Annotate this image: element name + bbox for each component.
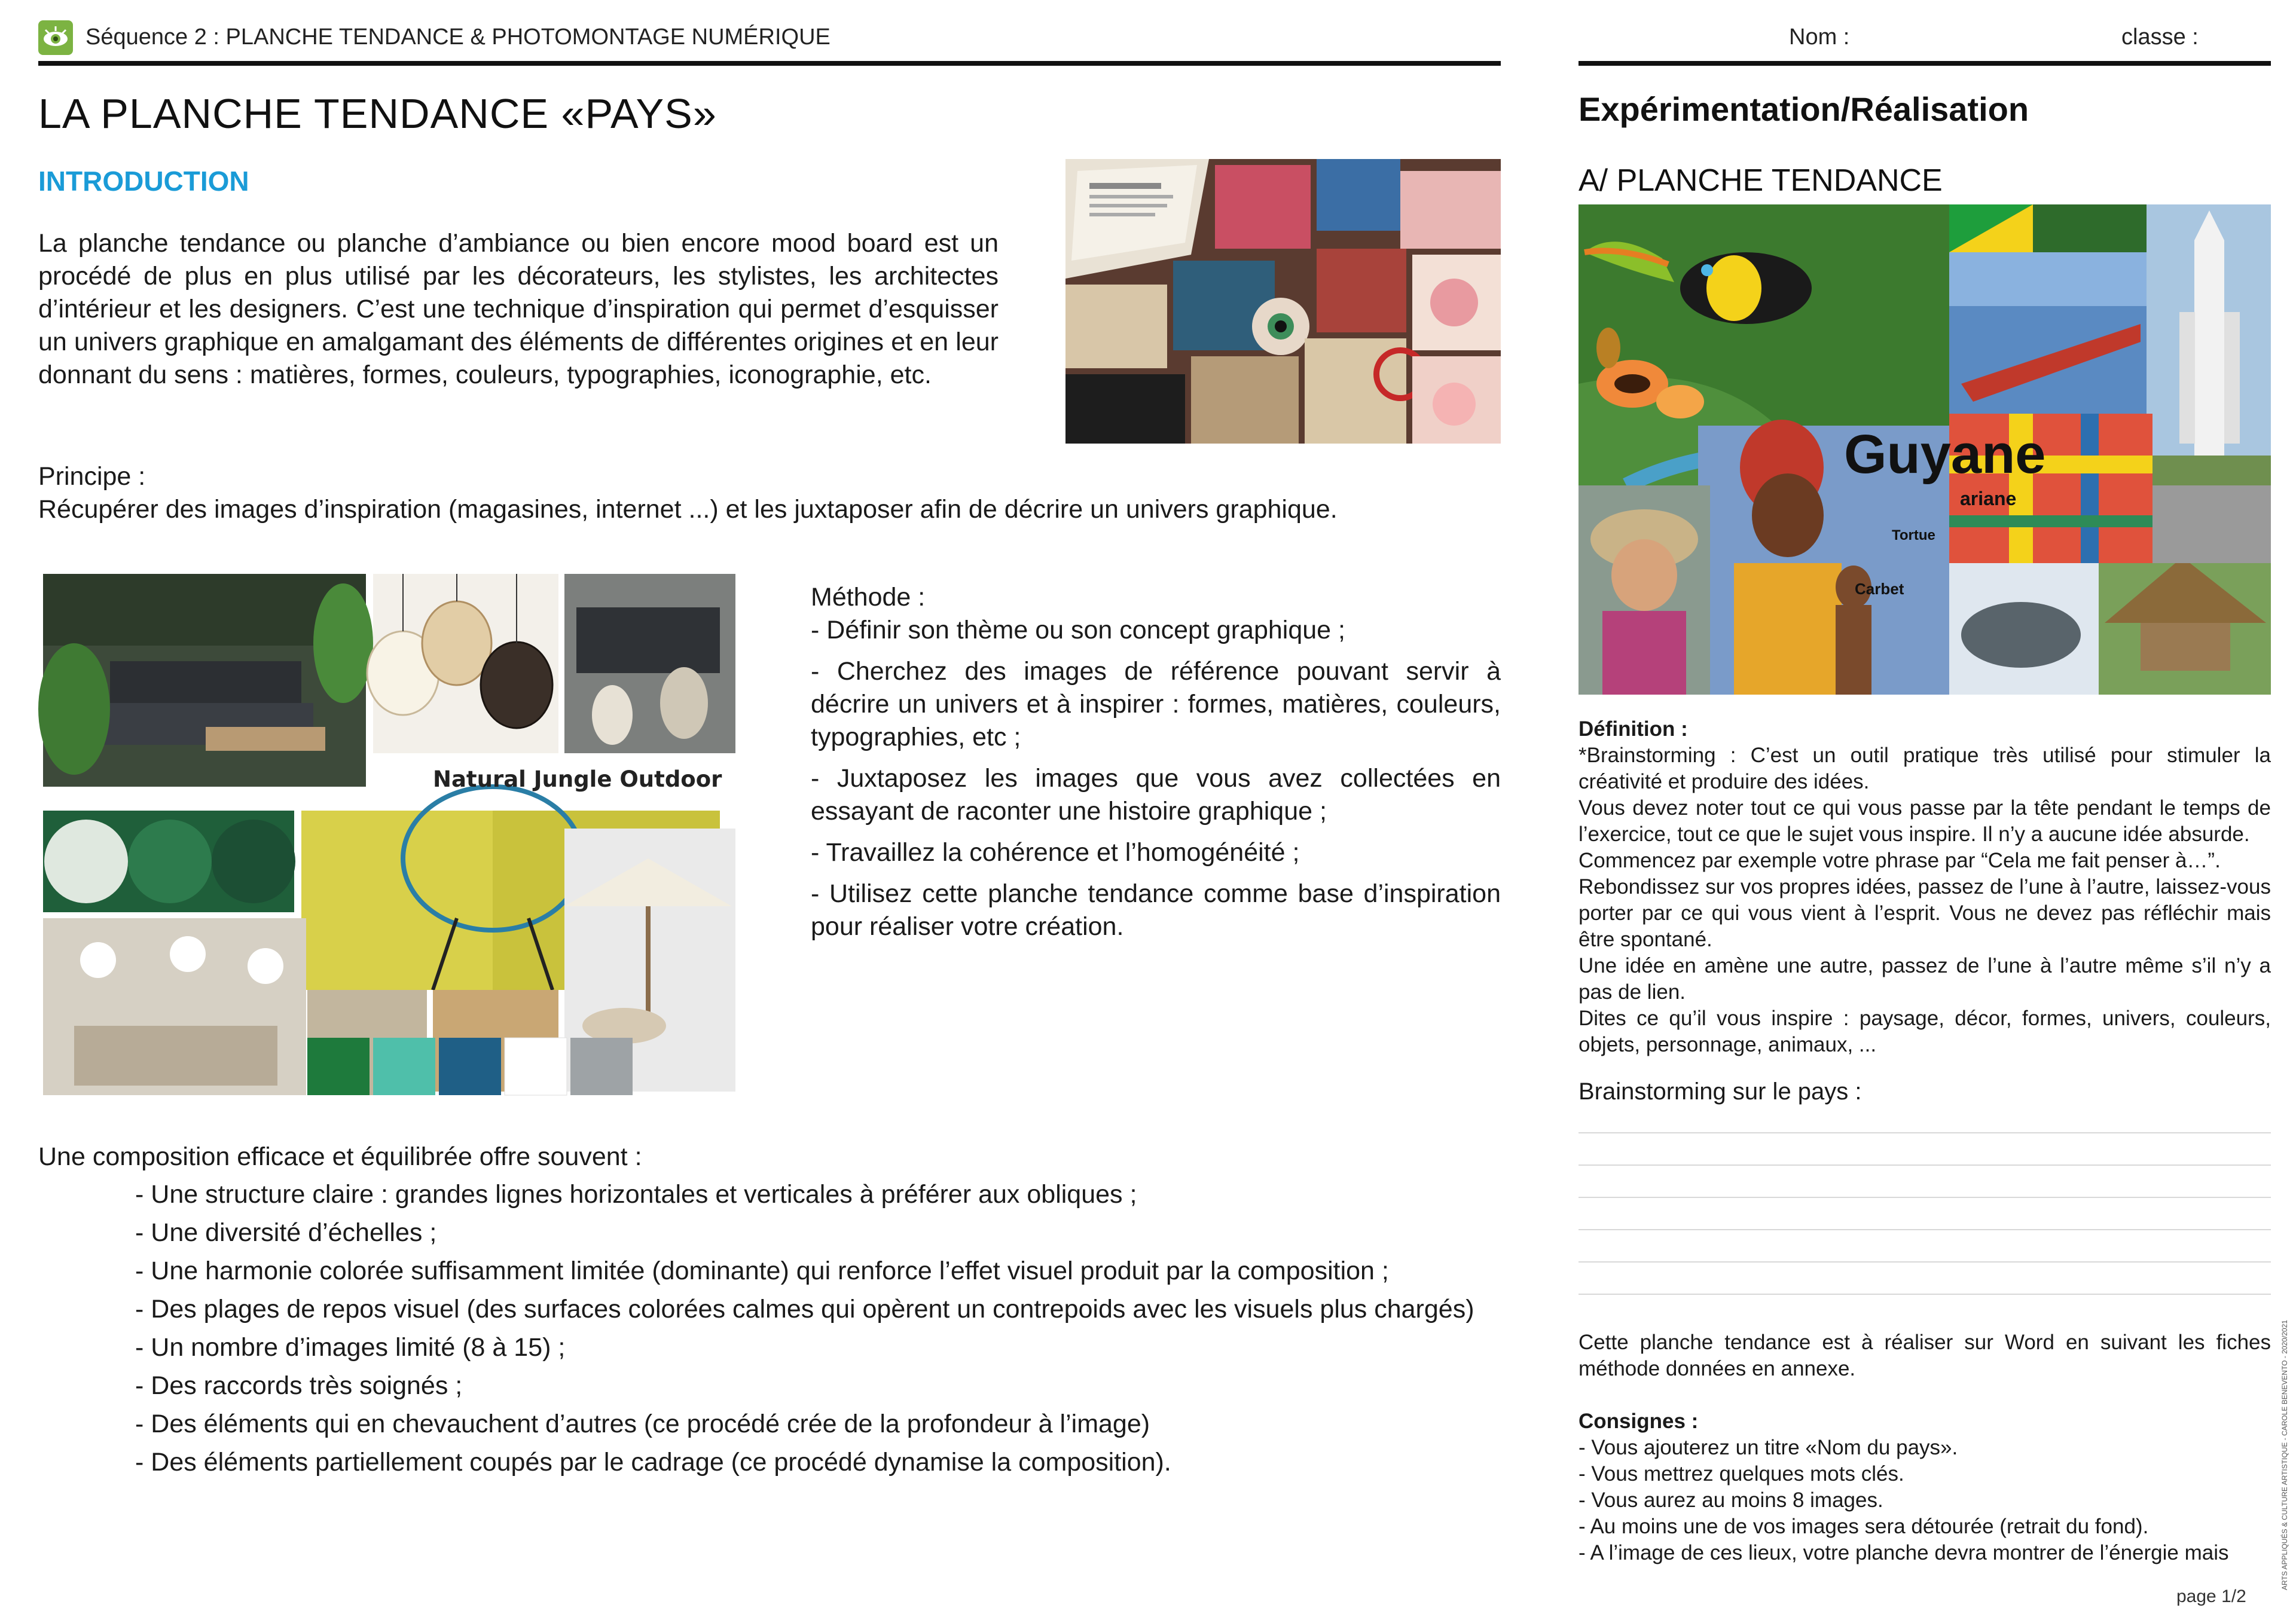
- consignes-heading: Consignes :: [1578, 1410, 1699, 1433]
- collage-word-carbet: Carbet: [1855, 580, 1904, 598]
- definition-line: Une idée en amène une autre, passez de l’une à l’autre même s’il n’y a pas de lien.: [1578, 954, 2271, 1004]
- page-title: LA PLANCHE TENDANCE «PAYS»: [38, 90, 717, 137]
- classe-label: classe :: [2121, 25, 2199, 50]
- guyane-collage-image: [1578, 204, 2271, 695]
- composition-heading: Une composition efficace et équilibrée offre souvent :: [38, 1142, 642, 1171]
- consigne-item: - A l’image de ces lieux, votre planche devra montrer de l’énergie mais: [1578, 1541, 2229, 1564]
- methode-block: [811, 581, 1501, 943]
- methode-item-1: - Définir son thème ou son concept graphique ;: [811, 616, 1345, 644]
- consignes-block: [1578, 1408, 2271, 1566]
- composition-item: - Des raccords très soignés ;: [135, 1371, 463, 1400]
- answer-line[interactable]: [1578, 1197, 2271, 1198]
- methode-item-5: - Utilisez cette planche tendance comme base d’inspiration pour réaliser votre création.: [811, 879, 1501, 941]
- composition-item: - Une structure claire : grandes lignes horizontales et verticales à préférer aux obliques ;: [135, 1180, 1137, 1209]
- definition-heading: Définition :: [1578, 717, 1688, 741]
- methode-item-3: - Juxtaposez les images que vous avez collectées en essayant de raconter une histoire graphique ;: [811, 764, 1501, 826]
- methode-item-4: - Travaillez la cohérence et l’homogénéité ;: [811, 838, 1300, 867]
- composition-item: - Un nombre d’images limité (8 à 15) ;: [135, 1333, 566, 1362]
- answer-line[interactable]: [1578, 1261, 2271, 1263]
- answer-line[interactable]: [1578, 1164, 2271, 1166]
- definition-line: Vous devez noter tout ce qui vous passe par la tête pendant le temps de l’exercice, tout ce que le sujet vous inspire. Il n’y a aucune idée absurde.: [1578, 796, 2271, 846]
- consigne-item: - Vous ajouterez un titre «Nom du pays».: [1578, 1436, 1958, 1459]
- definition-line: Commencez par exemple votre phrase par “Cela me fait penser à…”.: [1578, 849, 2221, 872]
- brainstorm-label: Brainstorming sur le pays :: [1578, 1078, 1862, 1105]
- consigne-item: - Au moins une de vos images sera détourée (retrait du fond).: [1578, 1515, 2149, 1538]
- magazine-collage-image: [1065, 159, 1501, 444]
- composition-item: - Des plages de repos visuel (des surfaces colorées calmes qui opèrent un contrepoids avec les visuels plus chargés): [135, 1295, 1474, 1324]
- moodboard-caption: Natural Jungle Outdoor: [433, 766, 722, 792]
- swatch-teal: [373, 1038, 435, 1095]
- composition-item: - Des éléments qui en chevauchent d’autres (ce procédé crée de la profondeur à l’image): [135, 1410, 1150, 1438]
- definition-line: Rebondissez sur vos propres idées, passez de l’une à l’autre, laissez-vous porter par ce qui vous vient à l’esprit. Vous ne devez pas réfléchir mais être spontané.: [1578, 875, 2271, 951]
- consigne-item: - Vous mettrez quelques mots clés.: [1578, 1462, 1904, 1486]
- sequence-title: Séquence 2 : PLANCHE TENDANCE & PHOTOMONTAGE NUMÉRIQUE: [86, 25, 831, 50]
- swatch-green: [307, 1038, 370, 1095]
- definition-block: [1578, 716, 2271, 1058]
- nom-label: Nom :: [1789, 25, 1850, 50]
- collage-word-tortue: Tortue: [1892, 527, 1935, 543]
- composition-item: - Des éléments partiellement coupés par le cadrage (ce procédé dynamise la composition).: [135, 1448, 1171, 1477]
- answer-line[interactable]: [1578, 1294, 2271, 1295]
- principe-text: Récupérer des images d’inspiration (magasines, internet ...) et les juxtaposer afin de décrire un univers graphique.: [38, 495, 1338, 524]
- swatch-blue: [439, 1038, 501, 1095]
- side-credit-note: ARTS APPLIQUÉS & CULTURE ARTISTIQUE - CAROLE BENEVENTO - 2020/2021: [2280, 1320, 2289, 1590]
- natural-jungle-moodboard-image: [38, 571, 738, 1098]
- intro-text: La planche tendance ou planche d’ambiance ou bien encore mood board est un procédé de plus en plus utilisé par les décorateurs, les stylistes, les architectes d’intérieur et les designers. C’est une technique d’inspiration qui permet d’esquisser un univers graphique en amalgamant des éléments de différentes origines et en leur donnant du sens : matières, formes, couleurs, typographies, iconographie, etc.: [38, 229, 999, 389]
- header-rule-left: [38, 61, 1501, 66]
- composition-item: - Une diversité d’échelles ;: [135, 1218, 437, 1247]
- answer-line[interactable]: [1578, 1229, 2271, 1230]
- right-title: Expérimentation/Réalisation: [1578, 90, 2029, 128]
- swatch-grey: [570, 1038, 633, 1095]
- consigne-item: - Vous aurez au moins 8 images.: [1578, 1488, 1883, 1512]
- intro-heading: INTRODUCTION: [38, 166, 249, 197]
- answer-line[interactable]: [1578, 1132, 2271, 1133]
- eye-icon: [38, 20, 73, 55]
- header-rule-right: [1578, 61, 2271, 66]
- word-note: Cette planche tendance est à réaliser sur Word en suivant les fiches méthode données en annexe.: [1578, 1331, 2271, 1380]
- composition-list: [135, 1175, 1474, 1481]
- swatch-white: [505, 1038, 567, 1095]
- planche-subtitle: A/ PLANCHE TENDANCE: [1578, 163, 1943, 198]
- methode-item-2: - Cherchez des images de référence pouvant servir à décrire un univers et à inspirer : formes, matières, couleurs, typographies, etc ;: [811, 657, 1501, 751]
- methode-heading: Méthode :: [811, 583, 926, 612]
- definition-line: *Brainstorming : C’est un outil pratique très utilisé pour stimuler la créativité et produire des idées.: [1578, 744, 2271, 793]
- definition-line: Dites ce qu’il vous inspire : paysage, décor, formes, univers, couleurs, objets, personnage, animaux, ...: [1578, 1007, 2271, 1056]
- collage-title-guyane: Guyane: [1844, 424, 2046, 485]
- collage-word-ariane: ariane: [1960, 488, 2017, 509]
- composition-item: - Une harmonie colorée suffisamment limitée (dominante) qui renforce l’effet visuel produit par la composition ;: [135, 1257, 1389, 1285]
- page-number: page 1/2: [2176, 1587, 2246, 1606]
- principe-heading: Principe :: [38, 462, 146, 491]
